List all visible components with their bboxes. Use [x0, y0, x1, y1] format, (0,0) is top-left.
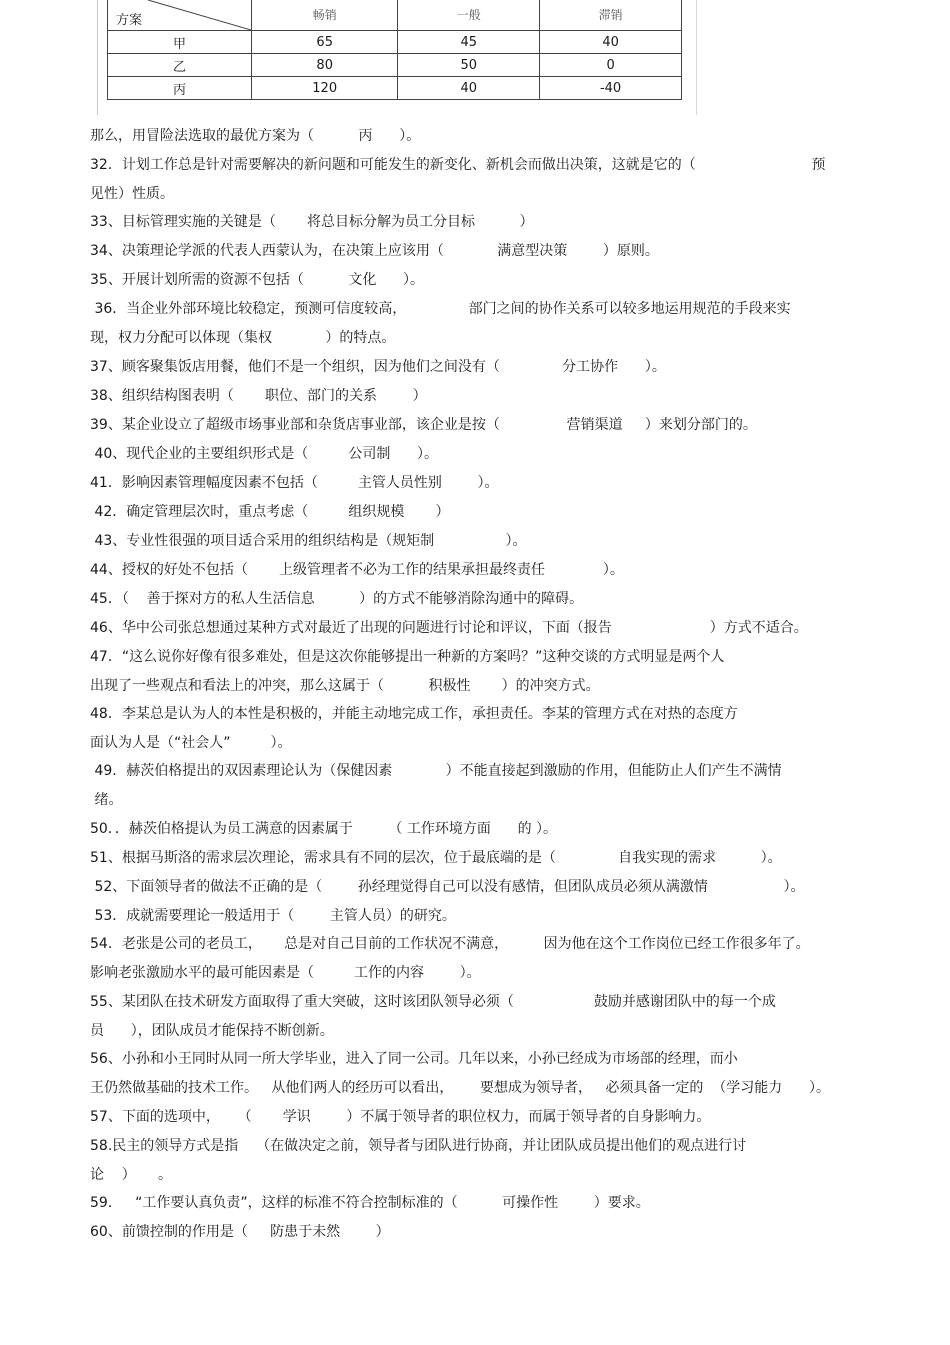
table-row — [108, 54, 682, 77]
text-line: 32．计划工作总是针对需要解决的新问题和可能发生的新变化、新机会而做出决策，这就是它的（ 预 — [90, 157, 826, 173]
text-line: 员 ），团队成员才能保持不断创新。 — [90, 1023, 334, 1039]
table-header-cell: 一般 — [398, 0, 540, 31]
table-cell: 65 — [252, 31, 398, 54]
corner-label: 方案 — [116, 13, 143, 28]
table-cell: 40 — [540, 31, 682, 54]
text-line: 49．赫茨伯格提出的双因素理论认为（保健因素 ）不能直接起到激励的作用，但能防止人们产生不满情 — [90, 763, 782, 779]
text-line: 54．老张是公司的老员工， 总是对自己目前的工作状况不满意， 因为他在这个工作岗位已经工作很多年了。 — [90, 936, 810, 952]
text-line: 41．影响因素管理幅度因素不包括（ 主管人员性别 ）。 — [90, 475, 499, 491]
text-line: 现，权力分配可以体现（集权 ）的特点。 — [90, 330, 396, 346]
table-cell: 50 — [398, 54, 540, 77]
text-line: 40、现代企业的主要组织形式是（ 公司制 ）。 — [90, 446, 439, 462]
table-cell: 45 — [398, 31, 540, 54]
text-line: 33、目标管理实施的关键是（ 将总目标分解为员工分目标 ） — [90, 214, 534, 230]
text-line: 38、组织结构图表明（ 职位、部门的关系 ） — [90, 388, 427, 404]
text-line: 56、小孙和小王同时从同一所大学毕业，进入了同一公司。几年以来，小孙已经成为市场部的经理，而小 — [90, 1051, 738, 1067]
table-row — [108, 77, 682, 100]
table-cell: 乙 — [108, 54, 252, 77]
scan-edge-right — [696, 0, 697, 115]
table-header-row — [108, 0, 682, 31]
table-row — [108, 31, 682, 54]
text-line: 48．李某总是认为人的本性是积极的，并能主动地完成工作，承担责任。李某的管理方式在对热的态度方 — [90, 706, 738, 722]
text-line: 47．“这么说你好像有很多难处，但是这次你能够提出一种新的方案吗？”这种交谈的方式明显是两个人 — [90, 649, 725, 665]
table-cell: -40 — [540, 77, 682, 100]
text-line: 影响老张激励水平的最可能因素是（ 工作的内容 ）。 — [90, 965, 481, 981]
text-line: 见性）性质。 — [90, 186, 174, 202]
text-line: 58.民主的领导方式是指 （在做决定之前，领导者与团队进行协商，并让团队成员提出他们的观点进行讨 — [90, 1138, 747, 1154]
table-cell: 0 — [540, 54, 682, 77]
text-line: 35、开展计划所需的资源不包括（ 文化 ）。 — [90, 272, 425, 288]
text-line: 57、下面的选项中， （ 学识 ）不属于领导者的职位权力，而属于领导者的自身影响力。 — [90, 1109, 711, 1125]
table-cell: 40 — [398, 77, 540, 100]
text-line: 论 ） 。 — [90, 1167, 173, 1183]
text-line: 45．（ 善于探对方的私人生活信息 ）的方式不能够消除沟通中的障碍。 — [90, 591, 584, 607]
text-line: 55、某团队在技术研发方面取得了重大突破，这时该团队领导必须（ 鼓励并感谢团队中的每一个成 — [90, 994, 776, 1010]
text-line: 37、顾客聚集饭店用餐，他们不是一个组织，因为他们之间没有（ 分工协作 ）。 — [90, 359, 666, 375]
text-line: 出现了一些观点和看法上的冲突，那么这属于（ 积极性 ）的冲突方式。 — [90, 678, 600, 694]
text-line: 王仍然做基础的技术工作。 从他们两人的经历可以看出， 要想成为领导者， 必须具备一定的 （学习能力 ）。 — [90, 1080, 831, 1096]
payoff-table — [107, 0, 682, 100]
table-header-cell: 滞销 — [540, 0, 682, 31]
text-line: 60、前馈控制的作用是（ 防患于未然 ） — [90, 1224, 390, 1240]
table-cell: 甲 — [108, 31, 252, 54]
text-line: 绪。 — [90, 792, 123, 808]
text-line: 34、决策理论学派的代表人西蒙认为，在决策上应该用（ 满意型决策 ）原则。 — [90, 243, 659, 259]
text-line: 43、专业性很强的项目适合采用的组织结构是（规矩制 ）。 — [90, 533, 527, 549]
text-line: 53．成就需要理论一般适用于（ 主管人员）的研究。 — [90, 908, 456, 924]
text-line: 那么，用冒险法选取的最优方案为（ 丙 ）。 — [90, 128, 421, 144]
table-cell: 80 — [252, 54, 398, 77]
text-line: 51、根据马斯洛的需求层次理论，需求具有不同的层次，位于最底端的是（ 自我实现的需求 ）。 — [90, 850, 782, 866]
text-line: 42．确定管理层次时，重点考虑（ 组织规模 ） — [90, 504, 450, 520]
scan-edge-left — [97, 0, 98, 115]
table-header-cell: 畅销 — [252, 0, 398, 31]
table-cell: 120 — [252, 77, 398, 100]
text-line: 46、华中公司张总想通过某种方式对最近了出现的问题进行讨论和评议，下面（报告 ）方式不适合。 — [90, 620, 808, 636]
text-line: 50．．赫茨伯格提认为员工满意的因素属于 （ 工作环境方面 的 ）。 — [90, 821, 558, 837]
text-line: 52、下面领导者的做法不正确的是（ 孙经理觉得自己可以没有感情，但团队成员必须从满激情 ）。 — [90, 879, 805, 895]
text-line: 39、某企业设立了超级市场事业部和杂货店事业部，该企业是按（ 营销渠道 ）来划分部门的。 — [90, 417, 757, 433]
table-cell: 丙 — [108, 77, 252, 100]
text-line: 44、授权的好处不包括（ 上级管理者不必为工作的结果承担最终责任 ）。 — [90, 562, 624, 578]
text-line: 59． “工作要认真负责”，这样的标准不符合控制标准的（ 可操作性 ）要求。 — [90, 1195, 650, 1211]
text-line: 面认为人是（“社会人” ）。 — [90, 735, 292, 751]
text-line: 36．当企业外部环境比较稳定，预测可信度较高， 部门之间的协作关系可以较多地运用规范的手段来实 — [90, 301, 791, 317]
table-corner-cell — [108, 0, 252, 31]
